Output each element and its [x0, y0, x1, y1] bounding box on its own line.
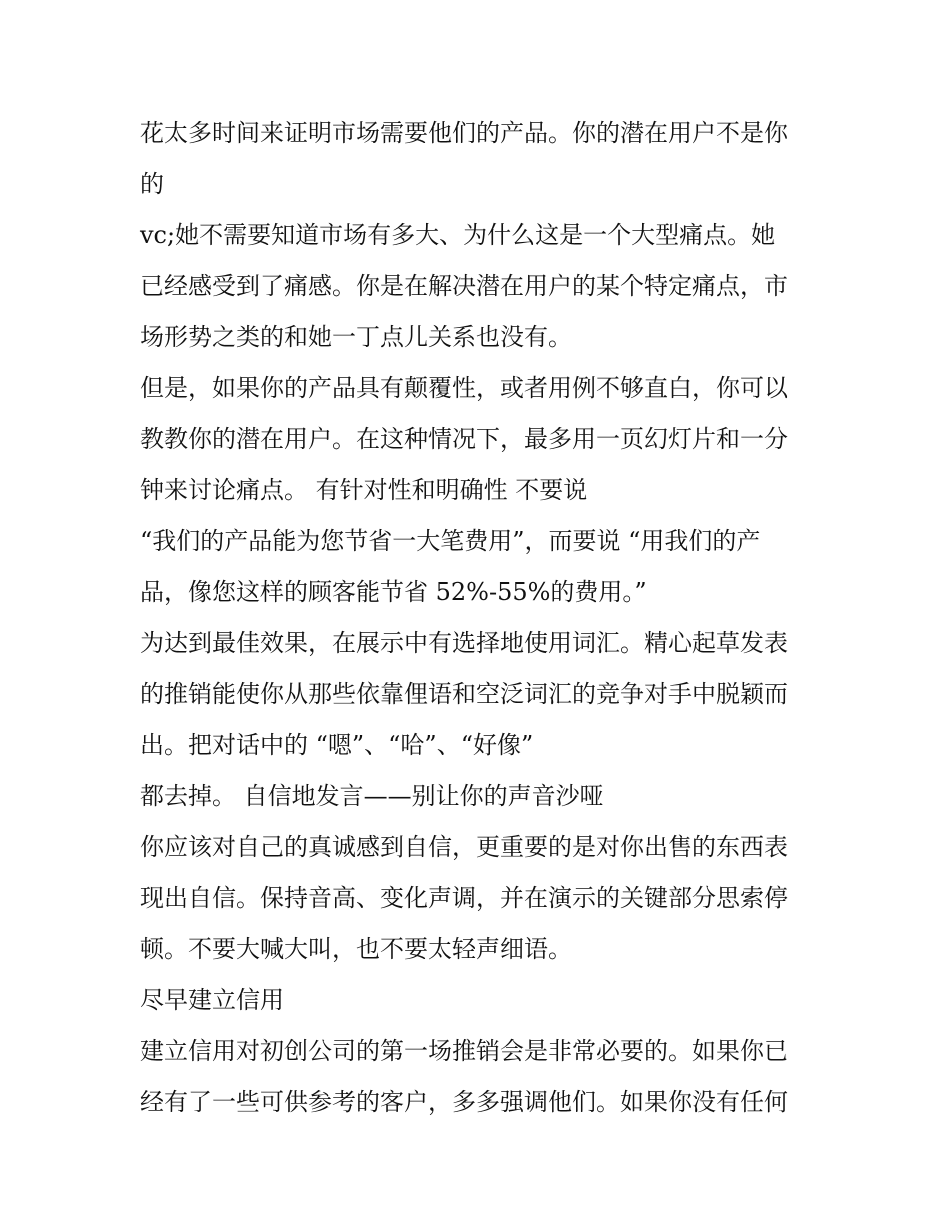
text-line: 教教你的潜在用户。在这种情况下，最多用一页幻灯片和一分 — [140, 425, 788, 453]
text-line: vc;她不需要知道市场有多大、为什么这是一个大型痛点。她 — [140, 221, 776, 249]
text-line: 的推销能使你从那些依靠俚语和空泛词汇的竞争对手中脱颖而 — [140, 680, 788, 708]
text-line: 场形势之类的和她一丁点儿关系也没有。 — [140, 323, 572, 351]
section-heading: 尽早建立信用 — [140, 986, 284, 1014]
text-line: 经有了一些可供参考的客户，多多强调他们。如果你没有任何 — [140, 1088, 788, 1116]
text-line: 顿。不要大喊大叫，也不要太轻声细语。 — [140, 935, 572, 963]
text-line: “我们的产品能为您节省一大笔费用”，而要说 “用我们的产 — [140, 527, 761, 555]
text-line: 花太多时间来证明市场需要他们的产品。你的潜在用户不是你 — [140, 119, 788, 147]
document-body — [140, 108, 820, 1128]
text-line: 钟来讨论痛点。 有针对性和明确性 不要说 — [140, 476, 588, 504]
text-line: 品，像您这样的顾客能节省 52%-55%的费用。” — [140, 578, 647, 606]
text-line: 都去掉。 自信地发言——别让你的声音沙哑 — [140, 782, 604, 810]
text-line: 你应该对自己的真诚感到自信，更重要的是对你出售的东西表 — [140, 833, 788, 861]
text-line: 的 — [140, 170, 164, 198]
text-line: 已经感受到了痛感。你是在解决潜在用户的某个特定痛点，市 — [140, 272, 788, 300]
text-line: 建立信用对初创公司的第一场推销会是非常必要的。如果你已 — [140, 1037, 788, 1065]
text-line: 出。把对话中的 “嗯”、“哈”、“好像” — [140, 731, 534, 759]
text-line: 现出自信。保持音高、变化声调，并在演示的关键部分思索停 — [140, 884, 788, 912]
text-line: 但是，如果你的产品具有颠覆性，或者用例不够直白，你可以 — [140, 374, 788, 402]
text-line: 为达到最佳效果，在展示中有选择地使用词汇。精心起草发表 — [140, 629, 788, 657]
